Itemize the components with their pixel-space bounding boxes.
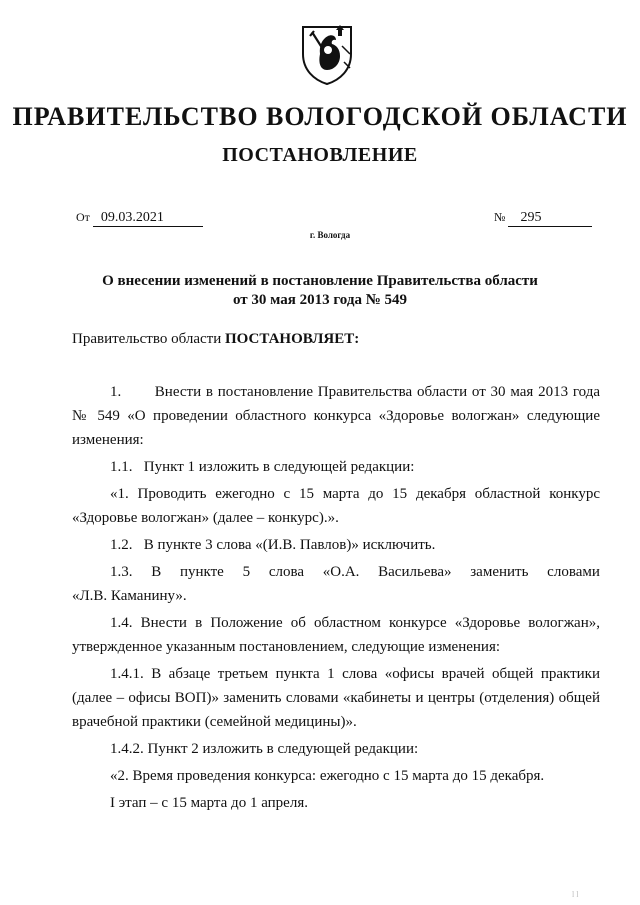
- page-mark: l l: [572, 890, 579, 899]
- preamble: [72, 331, 359, 348]
- number-prefix: №: [494, 210, 506, 224]
- subject-line-2: от 30 мая 2013 года № 549: [232, 292, 408, 308]
- p13-word: Васильева»: [378, 564, 452, 580]
- city-label: г. Вологда: [309, 230, 351, 240]
- vologda-coat-of-arms-icon: [300, 24, 354, 86]
- paragraph-1-4-2-text: «2. Время проведения конкурса: ежегодно с 15 марта до 15 декабря.: [110, 768, 545, 784]
- paragraph-1-3-cont: «Л.В. Каманину».: [72, 588, 187, 604]
- preamble-bold: ПОСТАНОВЛЯЕТ:: [224, 331, 360, 347]
- document-body: [72, 380, 604, 815]
- p13-word: словами: [547, 564, 600, 580]
- date-row: [76, 210, 203, 227]
- number-row: [494, 210, 592, 227]
- paragraph-1-4-2: 1.4.2. Пункт 2 изложить в следующей редакции:: [110, 741, 419, 757]
- document-type: ПОСТАНОВЛЕНИЕ: [222, 144, 418, 166]
- paragraph-1-3: [72, 560, 600, 584]
- document-number: 295: [508, 210, 592, 227]
- government-title: ПРАВИТЕЛЬСТВО ВОЛОГОДСКОЙ ОБЛАСТИ: [12, 102, 628, 131]
- p13-word: заменить: [470, 564, 529, 580]
- paragraph-stage-1: I этап – с 15 марта до 1 апреля.: [110, 795, 308, 811]
- document-subject: [0, 272, 640, 310]
- p13-word: В: [151, 564, 162, 580]
- p13-word: слова: [268, 564, 304, 580]
- paragraph-1-1: 1.1. Пункт 1 изложить в следующей редакции:: [110, 459, 415, 475]
- p13-word: 1.3.: [110, 564, 133, 580]
- p13-word: 5: [242, 564, 251, 580]
- paragraph-1-4: 1.4. Внести в Положение об областном конкурсе «Здоровье вологжан», утвержденное указанным постановлением, следующие изменения:: [72, 615, 600, 655]
- date-prefix: От: [76, 210, 90, 224]
- p13-word: «О.А.: [322, 564, 360, 580]
- paragraph-1-2: 1.2. В пункте 3 слова «(И.В. Павлов)» исключить.: [110, 537, 436, 553]
- document-date: 09.03.2021: [93, 210, 203, 227]
- paragraph-1: 1. Внести в постановление Правительства области от 30 мая 2013 года № 549 «О проведении областного конкурса «Здоровье вологжан» следующие изменения:: [72, 384, 604, 448]
- paragraph-1-4-1: 1.4.1. В абзаце третьем пункта 1 слова «офисы врачей общей практики (далее – офисы ВОП)» заменить словами «кабинеты и центры (отделения) общей врачебной практики (семейной медицины)».: [72, 666, 600, 730]
- p13-word: пункте: [179, 564, 224, 580]
- subject-line-1: О внесении изменений в постановление Правительства области: [102, 273, 538, 289]
- preamble-text: Правительство области: [72, 331, 225, 347]
- paragraph-1-1-text: «1. Проводить ежегодно с 15 марта до 15 декабря областной конкурс «Здоровье вологжан» (далее – конкурс).».: [72, 486, 600, 526]
